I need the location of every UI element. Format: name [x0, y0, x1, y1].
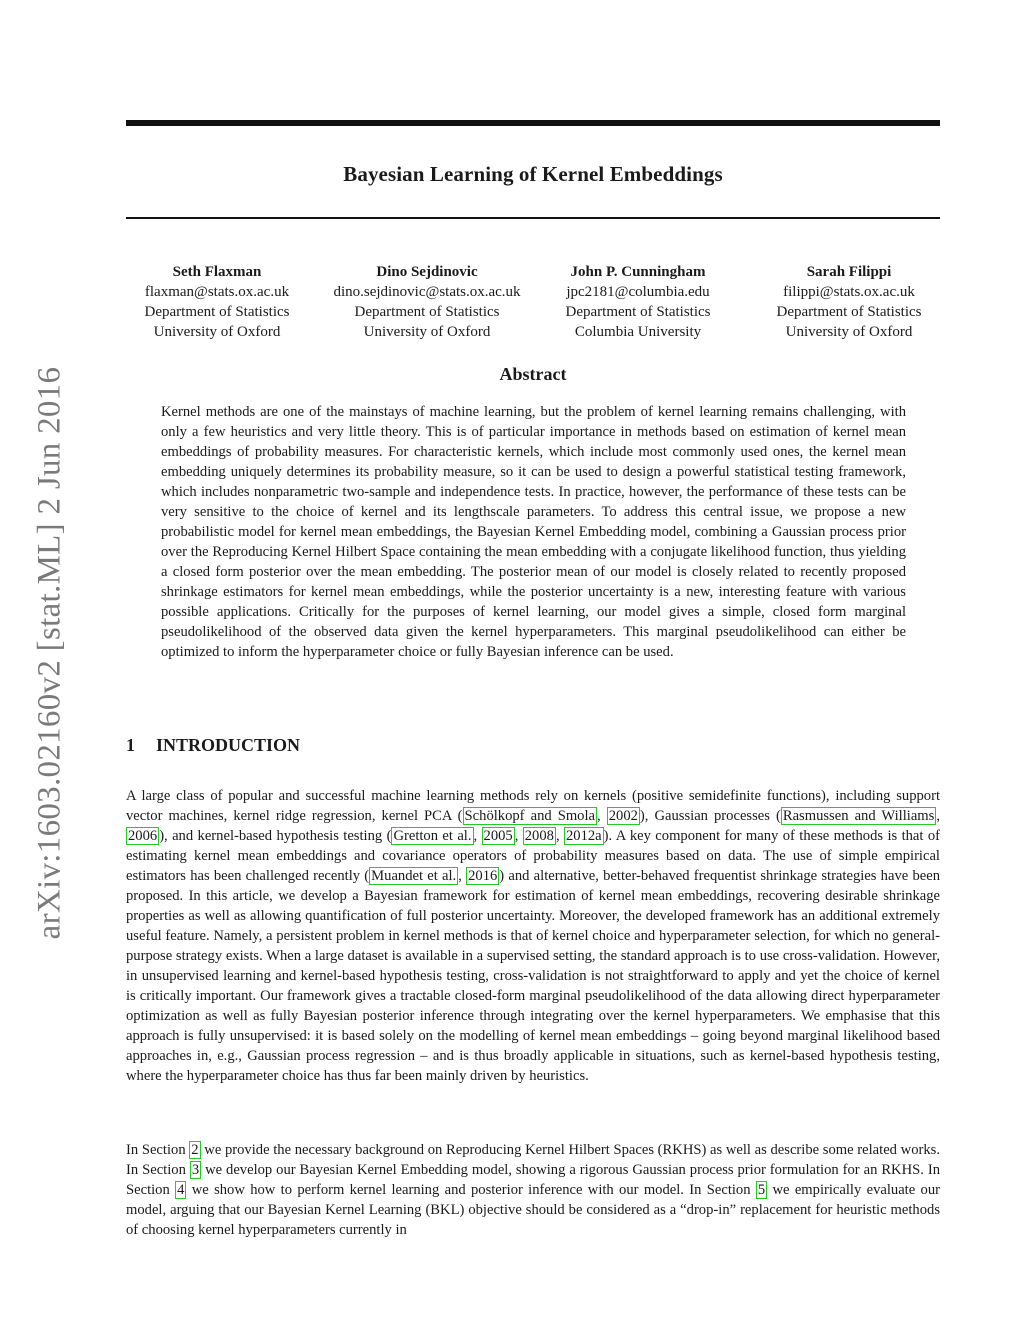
text-run: ), and kernel-based hypothesis testing (: [159, 828, 392, 844]
citation-link[interactable]: Schölkopf and Smola: [464, 808, 596, 824]
intro-paragraph-1: [126, 786, 940, 1086]
citation-link[interactable]: 2006: [128, 828, 158, 844]
abstract-text: Kernel methods are one of the mainstays of machine learning, but the problem of kernel learning remains challenging, with only a few heuristics and very little theory. This is of particular importance in methods based on estimation of kernel mean embeddings of probability measures. For characteristic kernels, which include most commonly used ones, the kernel mean embedding uniquely determines its probability measure, so it can be used to design a powerful statistical testing framework, which includes nonparametric two-sample and independence tests. In practice, however, the performance of these tests can be very sensitive to the choice of kernel and its lengthscale parameters. To address this central issue, we propose a new probabilistic model for kernel mean embeddings, the Bayesian Kernel Embedding model, combining a Gaussian process prior over the Reproducing Kernel Hilbert Space containing the mean embedding with a conjugate likelihood function, thus yielding a closed form posterior over the mean embedding. The posterior mean of our model is closely related to recently proposed shrinkage estimators for kernel mean embeddings, while the posterior uncertainty is a new, interesting feature with various possible applications. Critically for the purposes of kernel learning, our model gives a simple, closed form marginal pseudolikelihood of the observed data given the kernel hyperparameters. This marginal pseudolikelihood can either be optimized to inform the hyperparameter choice or fully Bayesian inference can be used.: [161, 404, 906, 660]
text-run: we empirically evaluate our model, arguing that our Bayesian Kernel Learning (BKL) objective should be considered as a “drop-in” replacement for heuristic methods of choosing kernel hyperparameters currently in: [126, 1182, 940, 1238]
title-top-rule: [126, 120, 940, 126]
text-run: ,: [473, 828, 482, 844]
title-bottom-rule: [126, 217, 940, 219]
citation-link[interactable]: 2008: [524, 828, 554, 844]
section-ref-link[interactable]: 4: [177, 1182, 185, 1198]
text-run: ,: [458, 868, 467, 884]
section-ref-link[interactable]: 2: [191, 1142, 199, 1158]
author-email: jpc2181@columbia.edu: [566, 284, 710, 300]
section-title: INTRODUCTION: [156, 735, 301, 755]
citation-link[interactable]: 2002: [608, 808, 638, 824]
author-institution: Columbia University: [574, 324, 702, 340]
author-4: [729, 262, 969, 342]
author-3: [518, 262, 758, 342]
author-name: John P. Cunningham: [570, 264, 706, 280]
section-number: 1: [126, 735, 135, 755]
text-run: ,: [514, 828, 523, 844]
section-ref-link[interactable]: 5: [757, 1182, 766, 1198]
author-institution: University of Oxford: [363, 324, 491, 340]
author-email: flaxman@stats.ox.ac.uk: [144, 284, 290, 300]
citation-link[interactable]: Gretton et al.: [393, 828, 472, 844]
section-heading: [126, 735, 300, 756]
author-department: Department of Statistics: [144, 304, 290, 320]
text-run: ,: [597, 808, 607, 824]
arxiv-stamp: arXiv:1603.02160v2 [stat.ML] 2 Jun 2016: [31, 366, 68, 940]
text-run: we provide the necessary background on Reproducing Kernel Hilbert Spaces (RKHS) as well as describe some related works. In Section: [126, 1142, 940, 1178]
author-institution: University of Oxford: [153, 324, 281, 340]
text-run: we show how to perform kernel learning and posterior inference with our model. In Section: [186, 1182, 756, 1198]
author-block: [0, 262, 1024, 352]
citation-link[interactable]: Muandet et al.: [371, 868, 457, 884]
author-email: filippi@stats.ox.ac.uk: [783, 284, 915, 300]
text-run: ), Gaussian processes (: [639, 808, 781, 824]
citation-link[interactable]: 2016: [468, 868, 498, 884]
text-run: ,: [936, 808, 940, 824]
text-run: ). A key component for many of these methods is that of estimating kernel mean embeddings and covariance operators of probability measures based on data. The use of simple empirical estimators has been challenged recently (: [126, 828, 941, 884]
citation-link[interactable]: 2012a: [565, 828, 602, 844]
text-run: ,: [555, 828, 564, 844]
author-name: Sarah Filippi: [806, 264, 892, 280]
arxiv-stamp-container: [29, 356, 71, 950]
author-department: Department of Statistics: [776, 304, 922, 320]
citation-link[interactable]: 2005: [483, 828, 513, 844]
text-run: A large class of popular and successful machine learning methods rely on kernels (positive semidefinite functions), including support vector machines, kernel ridge regression, kernel PCA (: [126, 788, 940, 824]
text-run: In Section: [126, 1142, 190, 1158]
intro-paragraph-2: [126, 1140, 940, 1240]
paper-title: Bayesian Learning of Kernel Embeddings: [343, 162, 723, 186]
author-institution: University of Oxford: [785, 324, 913, 340]
author-name: Seth Flaxman: [172, 264, 262, 280]
author-1: [97, 262, 337, 342]
author-2: [307, 262, 547, 342]
author-email: dino.sejdinovic@stats.ox.ac.uk: [333, 284, 521, 300]
author-department: Department of Statistics: [354, 304, 500, 320]
section-ref-link[interactable]: 3: [191, 1162, 200, 1178]
citation-link[interactable]: Rasmussen and Williams: [782, 808, 935, 824]
author-name: Dino Sejdinovic: [376, 264, 478, 280]
text-run: ) and alternative, better-behaved frequentist shrinkage strategies have been proposed. In this article, we develop a Bayesian framework for estimation of kernel mean embeddings, recovering desirable shrinkage properties as well as allowing quantification of full posterior uncertainty. Moreover, the developed framework has an additional extremely useful feature. Namely, a persistent problem in kernel methods is that of kernel choice and hyperparameter selection, for which no general-purpose strategy exists. When a large dataset is available in a supervised setting, the standard approach is to use cross-validation. However, in unsupervised learning and kernel-based hypothesis testing, cross-validation is not straightforward to apply and yet the choice of kernel is critically important. Our framework gives a tractable closed-form marginal pseudolikelihood of the data allowing direct hyperparameter optimization as well as fully Bayesian posterior inference through integrating over the kernel hyperparameters. We emphasise that this approach is fully unsupervised: it is based solely on the modelling of kernel mean embeddings – going beyond marginal likelihood based approaches in, e.g., Gaussian process regression – and is thus broadly applicable in situations, such as kernel-based hypothesis testing, where the hyperparameter choice has thus far been mainly driven by heuristics.: [126, 868, 940, 1084]
author-department: Department of Statistics: [565, 304, 711, 320]
text-run: we develop our Bayesian Kernel Embedding model, showing a rigorous Gaussian process prior formulation for an RKHS. In Section: [126, 1162, 940, 1198]
abstract-heading: Abstract: [499, 364, 567, 384]
